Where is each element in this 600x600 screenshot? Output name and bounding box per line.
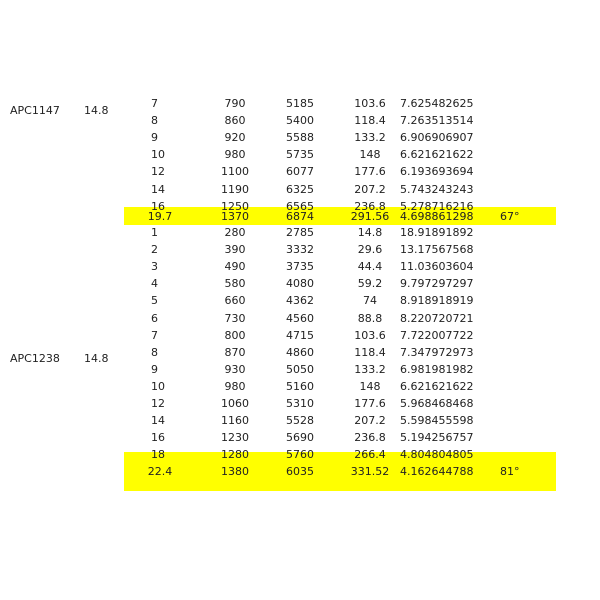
table-cell[interactable]: 730 [224,311,246,325]
table-cell[interactable]: 4 [151,277,158,291]
table-cell[interactable]: 5.194256757 [400,431,474,445]
table-cell[interactable]: 59.2 [357,277,383,291]
table-row [0,95,600,112]
table-cell[interactable]: 5310 [286,397,314,410]
table-cell[interactable]: 81° [500,465,520,478]
table-cell[interactable]: 5735 [286,148,314,162]
table-cell[interactable]: 103.6 [354,97,386,110]
table-cell[interactable]: 133.2 [354,362,386,376]
table-cell[interactable]: 870 [224,345,246,359]
table-cell[interactable]: 6077 [286,165,314,179]
table-cell[interactable]: 19.7 [147,209,173,223]
table-cell[interactable]: 1380 [221,465,249,478]
table-row [0,463,600,480]
table-cell[interactable]: 44.4 [357,260,383,274]
table-row [0,446,600,463]
table-cell[interactable]: 5690 [286,431,314,445]
table-cell[interactable]: 4715 [286,328,314,342]
table-cell[interactable]: 177.6 [354,397,386,410]
table-row [0,310,600,327]
table-cell[interactable]: 1160 [221,414,249,428]
table-cell[interactable]: 7.625482625 [400,97,474,110]
table-row [0,378,600,395]
table-cell[interactable]: 5.598455598 [400,414,474,428]
table-cell[interactable]: 280 [224,226,246,239]
table-cell[interactable]: 118.4 [354,114,386,128]
group-name[interactable]: APC1147 [10,104,60,117]
group-value[interactable]: 14.8 [84,104,109,117]
table-row [0,146,600,163]
table-cell[interactable]: 8.918918919 [400,294,474,308]
table-cell[interactable]: 207.2 [354,182,386,196]
table-cell[interactable]: 5528 [286,414,314,428]
table-cell[interactable]: 920 [224,131,246,145]
table-cell[interactable]: 331.52 [350,465,390,478]
table-cell[interactable]: 266.4 [354,448,386,462]
table-cell[interactable]: 1190 [221,182,249,196]
table-cell[interactable]: 490 [224,260,246,274]
table-cell[interactable]: 291.56 [350,209,390,223]
table-row [0,361,600,378]
table-cell[interactable]: 6565 [286,199,314,213]
table-cell[interactable]: 5185 [286,97,314,110]
table-cell[interactable]: 148 [359,379,381,393]
table-cell[interactable]: 5 [151,294,158,308]
table-cell[interactable]: 10 [151,379,165,393]
table-cell[interactable]: 14 [151,182,165,196]
table-cell[interactable]: 16 [151,199,165,213]
table-cell[interactable]: 6325 [286,182,314,196]
table-cell[interactable]: 12 [151,397,165,410]
table-cell[interactable]: 13.17567568 [400,243,474,257]
table-cell[interactable]: 3 [151,260,158,274]
table-cell[interactable]: 6.981981982 [400,362,474,376]
table-cell[interactable]: 980 [224,148,246,162]
table-cell[interactable]: 5.278716216 [400,199,474,213]
table-cell[interactable]: 8 [151,345,158,359]
table-cell[interactable]: 207.2 [354,414,386,428]
table-row [0,224,600,241]
table-cell[interactable]: 580 [224,277,246,291]
table-cell[interactable]: 7.722007722 [400,328,474,342]
table-row [0,163,600,180]
table-cell[interactable]: 1060 [221,397,249,410]
table-row [0,208,600,225]
table-row [0,181,600,198]
table-cell[interactable]: 390 [224,243,246,257]
table-row [0,412,600,429]
group-name[interactable]: APC1238 [10,352,60,365]
table-cell[interactable]: 5050 [286,362,314,376]
table-cell[interactable]: 800 [224,328,246,342]
table-cell[interactable]: 29.6 [357,243,383,257]
table-row [0,129,600,146]
table-cell[interactable]: 1100 [221,165,249,179]
table-cell[interactable]: 3332 [286,243,314,257]
table-cell[interactable]: 5588 [286,131,314,145]
table-cell[interactable]: 103.6 [354,328,386,342]
table-cell[interactable]: 1280 [221,448,249,462]
table-cell[interactable]: 9.797297297 [400,277,474,291]
table-cell[interactable]: 6874 [286,209,314,223]
table-cell[interactable]: 177.6 [354,165,386,179]
table-cell[interactable]: 9 [151,131,158,145]
table-cell[interactable]: 7 [151,328,158,342]
table-cell[interactable]: 18.91891892 [400,226,474,239]
table-cell[interactable]: 6.621621622 [400,148,474,162]
table-cell[interactable]: 790 [224,97,246,110]
table-cell[interactable]: 4.162644788 [400,465,474,478]
table-cell[interactable]: 6.621621622 [400,379,474,393]
table-cell[interactable]: 660 [224,294,246,308]
table-cell[interactable]: 2 [151,243,158,257]
table-cell[interactable]: 1230 [221,431,249,445]
table-cell[interactable]: 7 [151,97,158,110]
table-cell[interactable]: 22.4 [147,465,173,478]
table-cell[interactable]: 5.968468468 [400,397,474,410]
table-row [0,241,600,258]
group-value[interactable]: 14.8 [84,352,109,365]
table-cell[interactable]: 6.906906907 [400,131,474,145]
table-cell[interactable]: 7.347972973 [400,345,474,359]
table-cell[interactable]: 4860 [286,345,314,359]
table-cell[interactable]: 9 [151,362,158,376]
table-cell[interactable]: 860 [224,114,246,128]
table-cell[interactable]: 930 [224,362,246,376]
table-row [0,395,600,412]
table-cell[interactable]: 7.263513514 [400,114,474,128]
table-row [0,258,600,275]
table-cell[interactable]: 6035 [286,465,314,478]
table-cell[interactable]: 74 [363,294,377,308]
table-cell[interactable]: 4.698861298 [400,209,474,223]
table-cell[interactable]: 133.2 [354,131,386,145]
table-cell[interactable]: 1250 [221,199,249,213]
table-cell[interactable]: 4560 [286,311,314,325]
table-cell[interactable]: 118.4 [354,345,386,359]
table-cell[interactable]: 67° [500,209,520,223]
table-cell[interactable]: 4362 [286,294,314,308]
table-row [0,275,600,292]
table-cell[interactable]: 8 [151,114,158,128]
table-row [0,327,600,344]
table-cell[interactable]: 3735 [286,260,314,274]
table-cell[interactable]: 88.8 [357,311,383,325]
table-cell[interactable]: 16 [151,431,165,445]
table-row [0,429,600,446]
table-cell[interactable]: 5160 [286,379,314,393]
table-cell[interactable]: 5.743243243 [400,182,474,196]
table-cell[interactable]: 4.804804805 [400,448,474,462]
table-row [0,344,600,361]
table-cell[interactable]: 11.03603604 [400,260,474,274]
table-cell[interactable]: 14 [151,414,165,428]
table-cell[interactable]: 18 [151,448,165,462]
table-cell[interactable]: 5760 [286,448,314,462]
table-cell[interactable]: 148 [359,148,381,162]
table-cell[interactable]: 236.8 [354,431,386,445]
table-cell[interactable]: 1 [151,226,158,239]
table-cell[interactable]: 12 [151,165,165,179]
table-cell[interactable]: 8.220720721 [400,311,474,325]
table-cell[interactable]: 10 [151,148,165,162]
table-cell[interactable]: 6.193693694 [400,165,474,179]
table-cell[interactable]: 4080 [286,277,314,291]
table-cell[interactable]: 236.8 [354,199,386,213]
table-cell[interactable]: 6 [151,311,158,325]
table-cell[interactable]: 1370 [221,209,249,223]
table-row [0,292,600,309]
table-cell[interactable]: 2785 [286,226,314,239]
table-cell[interactable]: 5400 [286,114,314,128]
table-cell[interactable]: 980 [224,379,246,393]
table-row [0,112,600,129]
table-cell[interactable]: 14.8 [357,226,383,239]
